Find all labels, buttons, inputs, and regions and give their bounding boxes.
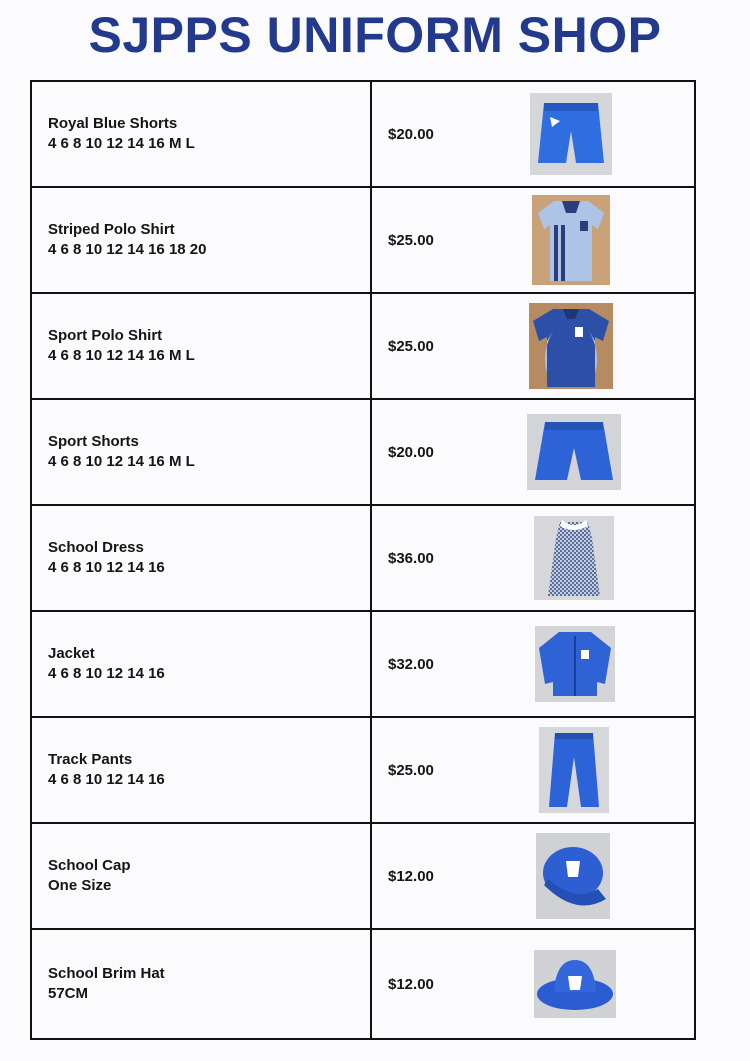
- item-cell: [32, 82, 372, 186]
- item-price: $25.00: [388, 761, 434, 779]
- price-cell: [372, 506, 694, 610]
- item-price: $25.00: [388, 337, 434, 355]
- table-row: [32, 930, 694, 1038]
- table-row: [32, 188, 694, 294]
- jacket-icon: [535, 626, 615, 702]
- item-price: $20.00: [388, 125, 434, 143]
- item-price: $36.00: [388, 549, 434, 567]
- price-cell: [372, 824, 694, 928]
- table-row: [32, 400, 694, 506]
- item-price: $32.00: [388, 655, 434, 673]
- price-cell: [372, 294, 694, 398]
- price-cell: [372, 930, 694, 1038]
- item-sizes: 4 6 8 10 12 14 16: [48, 665, 165, 682]
- table-row: [32, 506, 694, 612]
- table-row: [32, 82, 694, 188]
- item-cell: [32, 188, 372, 292]
- table-row: [32, 824, 694, 930]
- table-row: [32, 612, 694, 718]
- item-name: Striped Polo Shirt: [48, 221, 175, 238]
- item-sizes: 57CM: [48, 985, 89, 1002]
- uniform-price-table: [30, 80, 696, 1040]
- table-row: [32, 294, 694, 400]
- item-price: $12.00: [388, 867, 434, 885]
- shorts-icon: [530, 93, 612, 175]
- item-sizes: 4 6 8 10 12 14 16: [48, 559, 165, 576]
- item-name: School Dress: [48, 539, 144, 556]
- item-sizes: 4 6 8 10 12 14 16 M L: [48, 453, 195, 470]
- brim-hat-icon: [534, 950, 616, 1018]
- item-name: Sport Shorts: [48, 433, 139, 450]
- track-pants-icon: [539, 727, 609, 813]
- dress-icon: [534, 516, 614, 600]
- item-name: Royal Blue Shorts: [48, 115, 178, 132]
- item-price: $12.00: [388, 975, 434, 993]
- item-name: Sport Polo Shirt: [48, 327, 163, 344]
- item-price: $20.00: [388, 443, 434, 461]
- item-cell: [32, 294, 372, 398]
- item-name: Jacket: [48, 645, 95, 662]
- item-cell: [32, 612, 372, 716]
- item-cell: [32, 824, 372, 928]
- cap-icon: [536, 833, 610, 919]
- item-name: School Cap: [48, 857, 131, 874]
- item-sizes: 4 6 8 10 12 14 16: [48, 771, 165, 788]
- item-cell: [32, 718, 372, 822]
- item-sizes: 4 6 8 10 12 14 16 18 20: [48, 241, 207, 258]
- price-cell: [372, 400, 694, 504]
- price-cell: [372, 612, 694, 716]
- table-row: [32, 718, 694, 824]
- item-cell: [32, 930, 372, 1038]
- polo-shirt-icon: [532, 195, 610, 285]
- price-cell: [372, 188, 694, 292]
- price-cell: [372, 82, 694, 186]
- item-price: $25.00: [388, 231, 434, 249]
- sport-polo-icon: [529, 303, 613, 389]
- item-sizes: 4 6 8 10 12 14 16 M L: [48, 347, 195, 364]
- item-cell: [32, 400, 372, 504]
- item-sizes: 4 6 8 10 12 14 16 M L: [48, 135, 195, 152]
- price-cell: [372, 718, 694, 822]
- item-name: School Brim Hat: [48, 965, 165, 982]
- item-sizes: One Size: [48, 877, 112, 894]
- page-title: SJPPS UNIFORM SHOP: [88, 7, 662, 63]
- item-name: Track Pants: [48, 751, 133, 768]
- item-cell: [32, 506, 372, 610]
- sport-shorts-icon: [527, 414, 621, 490]
